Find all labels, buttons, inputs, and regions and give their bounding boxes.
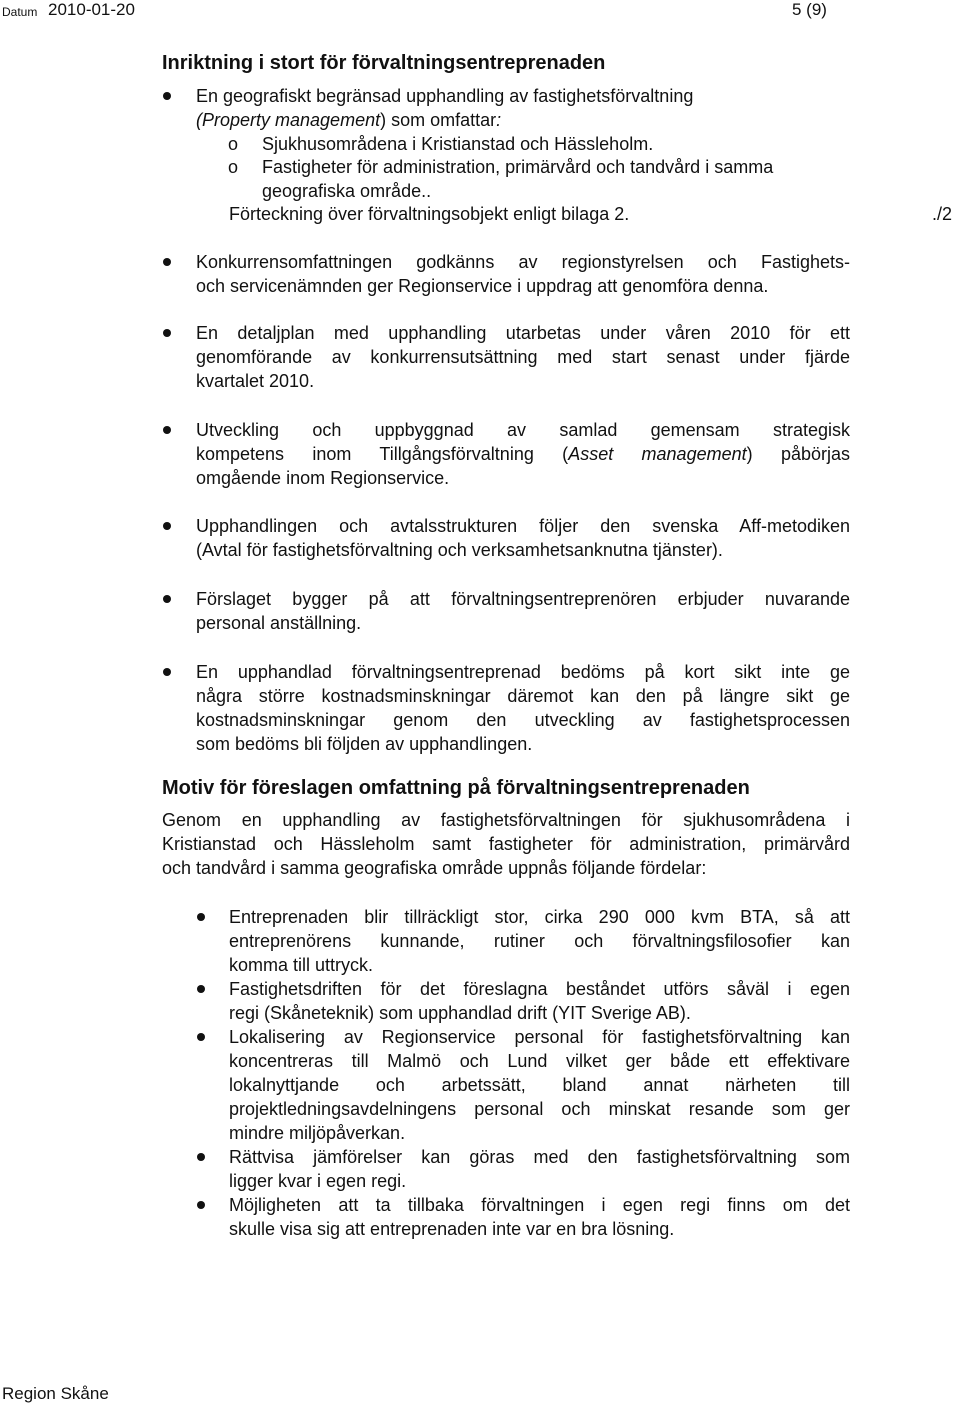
intro-line-3: och tandvård i samma geografiska område uppnås följande fördelar: [162,858,707,878]
advantage-3-line-5: mindre miljöpåverkan. [229,1123,406,1143]
bullet-icon [163,595,171,603]
bullet-3-line-3: kvartalet 2010. [196,371,315,391]
bullet-icon [197,1033,205,1041]
bullet-7-line-2: några större kostnadsminskningar däremot kan den på längre sikt ge [196,686,850,706]
advantage-3-line-2: koncentreras till Malmö och Lund vilket ger både ett effektivare [229,1051,850,1071]
bullet-7-line-1: En upphandlad förvaltningsentreprenad bedöms på kort sikt inte ge [196,662,850,682]
bullet-5-line-2: (Avtal för fastighetsförvaltning och verksamhetsanknutna tjänster). [196,540,723,560]
advantage-2-line-2: regi (Skåneteknik) som upphandlad drift (YIT Sverige AB). [229,1003,691,1023]
bullet-icon [197,985,205,993]
document-date: 2010-01-20 [48,0,135,19]
bullet-6-line-2: personal anställning. [196,613,362,633]
bullet-icon [197,1153,205,1161]
bullet-1-line-2: (Property management) som omfattar: [196,110,502,130]
intro-line-1: Genom en upphandling av fastighetsförvaltningen för sjukhusområdena i [162,810,850,830]
section-heading-inriktning: Inriktning i stort för förvaltningsentreprenaden [162,52,606,74]
page-number: 5 (9) [792,0,827,19]
section-heading-motiv: Motiv för föreslagen omfattning på förvaltningsentreprenaden [162,777,750,799]
advantage-4-line-1: Rättvisa jämförelser kan göras med den fastighetsförvaltning som [229,1147,850,1167]
sub-bullet-marker: o [228,157,239,177]
advantage-1-line-1: Entreprenaden blir tillräckligt stor, cirka 290 000 kvm BTA, så att [229,907,850,927]
sub-bullet-2-line-1: Fastigheter för administration, primärvård och tandvård i samma [262,157,774,177]
bullet-4-line-2: kompetens inom Tillgångsförvaltning (Asset management) påbörjas [196,444,851,464]
bullet-4-line-1: Utveckling och uppbyggnad av samlad gemensam strategisk [196,420,850,440]
bullet-2-line-2: och servicenämnden ger Regionservice i uppdrag att genomföra denna. [196,276,769,296]
advantage-4-line-2: ligger kvar i egen regi. [229,1171,407,1191]
advantage-5-line-1: Möjligheten att ta tillbaka förvaltningen i egen regi finns om det [229,1195,850,1215]
advantage-2-line-1: Fastighetsdriften för det föreslagna beståndet utförs såväl i egen [229,979,850,999]
sub-bullet-3: Förteckning över förvaltningsobjekt enligt bilaga 2. [229,204,630,224]
bullet-icon [163,92,171,100]
bullet-icon [163,522,171,530]
bullet-1-line-1: En geografiskt begränsad upphandling av fastighetsförvaltning [196,86,694,106]
bullet-7-line-3: kostnadsminskningar genom den utveckling av fastighetsprocessen [196,710,850,730]
bullet-7-line-4: som bedöms bli följden av upphandlingen. [196,734,533,754]
advantage-1-line-3: komma till uttryck. [229,955,374,975]
advantage-3-line-4: projektledningsavdelningens personal och minskat resande som ger [229,1099,850,1119]
date-label: Datum [2,5,38,19]
advantage-1-line-2: entreprenörens kunnande, rutiner och förvaltningsfilosofier kan [229,931,850,951]
sub-bullet-marker: o [228,134,239,154]
bullet-icon [197,1201,205,1209]
intro-line-2: Kristianstad och Hässleholm samt fastigheter för administration, primärvård [162,834,850,854]
footer-organization: Region Skåne [2,1384,109,1403]
bullet-icon [163,426,171,434]
bullet-3-line-2: genomförande av konkurrensutsättning med start senast under fjärde [196,347,850,367]
advantage-3-line-3: lokalnyttjande och arbetssätt, bland annat närheten till [229,1075,850,1095]
bullet-3-line-1: En detaljplan med upphandling utarbetas under våren 2010 för ett [196,323,850,343]
appendix-reference: ./2 [932,204,953,224]
bullet-6-line-1: Förslaget bygger på att förvaltningsentreprenören erbjuder nuvarande [196,589,850,609]
bullet-5-line-1: Upphandlingen och avtalsstrukturen följer den svenska Aff-metodiken [196,516,850,536]
bullet-icon [163,258,171,266]
advantage-5-line-2: skulle visa sig att entreprenaden inte var en bra lösning. [229,1219,675,1239]
sub-bullet-1: Sjukhusområdena i Kristianstad och Hässleholm. [262,134,654,154]
bullet-icon [163,329,171,337]
bullet-icon [163,668,171,676]
bullet-2-line-1: Konkurrensomfattningen godkänns av regionstyrelsen och Fastighets- [196,252,850,272]
advantage-3-line-1: Lokalisering av Regionservice personal för fastighetsförvaltning kan [229,1027,850,1047]
bullet-4-line-3: omgående inom Regionservice. [196,468,450,488]
bullet-icon [197,913,205,921]
sub-bullet-2-line-2: geografiska område.. [262,181,432,201]
